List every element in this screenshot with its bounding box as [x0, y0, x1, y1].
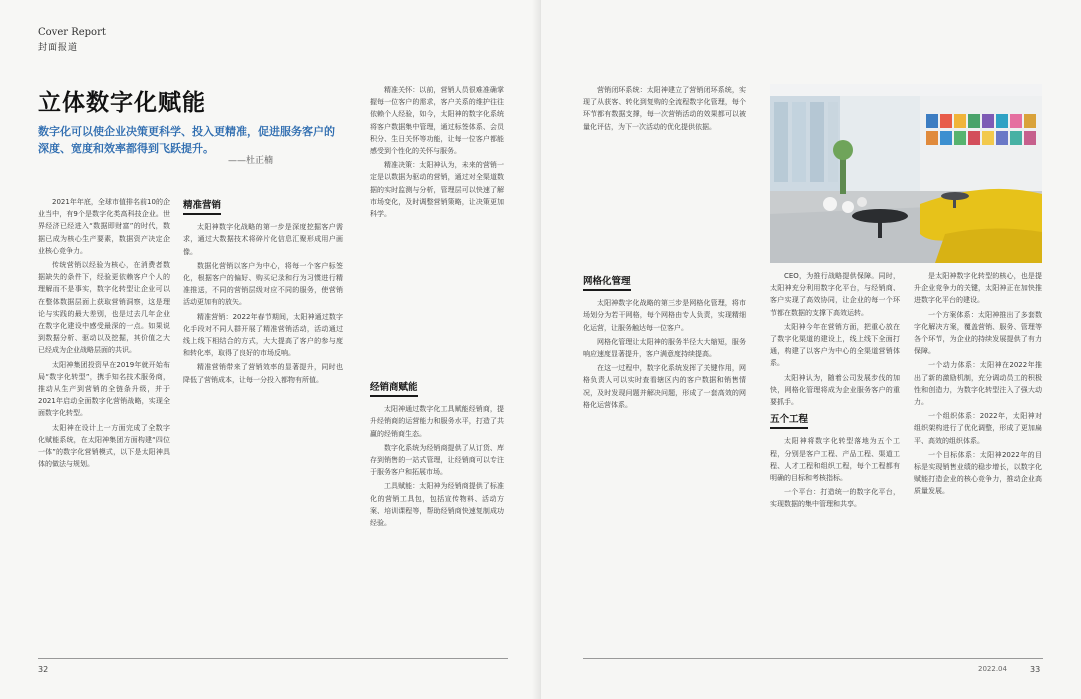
- issue-date: 2022.04: [978, 665, 1007, 673]
- article-title: 立体数字化赋能: [38, 90, 206, 116]
- section-heading: 网格化管理: [583, 276, 631, 291]
- section-label-cn: 封面报道: [38, 43, 79, 53]
- paragraph: 太阳神通过数字化工具赋能经销商，提升经销商的运营能力和服务水平，打造了共赢的经销商生态。: [370, 405, 504, 438]
- section-heading: 精准营销: [183, 200, 221, 215]
- paragraph: 精准营销：2022年春节期间，太阳神通过数字化手段对不同人群开展了精准营销活动，活动通过线上线下相结合的方式，大大提高了客户的参与度和转化率，取得了良好的市场反响。: [183, 312, 343, 358]
- paragraph: 太阳神认为，随着公司发展步伐的加快，网格化管理将成为企业服务客户的重要抓手。: [770, 373, 900, 407]
- text-column-3b: [370, 378, 504, 653]
- text-column-3: [370, 84, 504, 384]
- section-heading: 五个工程: [770, 414, 808, 429]
- paragraph: 2021年年底，全球市值排名前10的企业当中，有9个是数字化类高科技企业。世界经济已经进入“数据即财富”的时代，数据已成为核心生产要素，数据资产决定企业核心竞争力。: [38, 198, 170, 255]
- page-number: 32: [38, 665, 49, 674]
- footer-rule: [38, 658, 508, 659]
- text-column-4b: [583, 272, 746, 652]
- paragraph: 精准关怀：以前，营销人员很难准确掌握每一位客户的需求，客户关系的维护往往依赖个人经验，如今，太阳神的数字化系统将客户数据集中管理，通过标签体系、会员积分、生日关怀等功能，让每一位客户都能感受到个性化的关怀与服务。: [370, 86, 504, 156]
- paragraph: 网格化管理让太阳神的服务半径大大缩短，服务响应速度显著提升，客户满意度持续提高。: [583, 337, 746, 359]
- paragraph: 一个目标体系：太阳神2022年的目标是实现销售业绩的稳步增长，以数字化赋能打造企业的核心竞争力，推动企业高质量发展。: [914, 450, 1042, 496]
- paragraph: 在这一过程中，数字化系统发挥了关键作用，网格负责人可以实时查看辖区内的客户数据和销售情况，及时发现问题并解决问题，形成了一套高效的网格化运营体系。: [583, 364, 746, 409]
- page-number-right: 33: [1030, 665, 1041, 674]
- quote-author: ——杜正楠: [228, 156, 274, 166]
- text-column-1: [38, 196, 170, 651]
- paragraph: CEO，为推行战略提供保障。同时，太阳神充分利用数字化平台，与经销商、客户实现了高效协同，让企业的每一个环节都在数据的支撑下高效运转。: [770, 272, 900, 317]
- paragraph: 太阳神集团投资早在2019年就开始布局“数字化转型”，携手知名技术服务商，推动从生产到营销的全链条升级，并于2021年启动全面数字化营销战略，实现全面数字化转型。: [38, 360, 170, 418]
- paragraph: 一个动力体系：太阳神在2022年推出了新的激励机制，充分调动员工的积极性和创造力，为数字化转型注入了强大动力。: [914, 361, 1042, 407]
- text-column-5: [770, 270, 900, 650]
- paragraph: 精准营销带来了营销效率的显著提升，同时也降低了营销成本，让每一分投入都物有所值。: [183, 363, 343, 384]
- text-column-4: [583, 84, 746, 269]
- paragraph: 是太阳神数字化转型的核心，也是提升企业竞争力的关键，太阳神正在加快推进数字化平台的建设。: [914, 272, 1042, 305]
- paragraph: 一个组织体系：2022年，太阳神对组织架构进行了优化调整，形成了更加扁平、高效的组织体系。: [914, 412, 1042, 445]
- footer-rule-right: [583, 658, 1043, 659]
- paragraph: 一个方案体系：太阳神推出了多套数字化解决方案，覆盖营销、服务、管理等各个环节，为企业的持续发展提供了有力保障。: [914, 310, 1042, 356]
- paragraph: 传统营销以经验为核心，在消费者数据缺失的条件下，经验更依赖客户个人的理解而不是事实，数字化转型让企业可以在整体数据层面上获取营销洞察，这是理论与实践的最大差别，也是过去几年企业在数字化建设中感受最深的一点。如果说到数据分析、驱动以及挖掘，其价值之大已经成为企业战略层面的共识。: [38, 261, 170, 355]
- paragraph: 工具赋能：太阳神为经销商提供了标准化的营销工具包，包括宣传物料、活动方案、培训课程等，帮助经销商快速复制成功经验。: [370, 482, 504, 528]
- office-interior-photo: [770, 84, 1042, 263]
- paragraph: 数字化系统为经销商提供了从订货、库存到销售的一站式管理，让经销商可以专注于服务客户和拓展市场。: [370, 443, 504, 477]
- left-page: [0, 0, 540, 699]
- article-lede: 数字化可以使企业决策更科学、投入更精准，促进服务客户的深度、宽度和效率都得到飞跃提升。: [38, 125, 335, 155]
- paragraph: 营销闭环系统：太阳神建立了营销闭环系统，实现了从获客、转化到复购的全流程数字化管理，每个环节都有数据支撑，每一次营销活动的效果都可以被量化评估，为下一次活动的优化提供依据。: [583, 86, 746, 131]
- section-heading: 经销商赋能: [370, 382, 418, 397]
- text-column-2: [183, 196, 343, 651]
- paragraph: 太阳神数字化战略的第一步是深度挖掘客户需求，通过大数据技术将碎片化信息汇聚形成用户画像。: [183, 223, 343, 256]
- section-label-en: Cover Report: [38, 27, 106, 38]
- office-photo-illustration: [770, 84, 1042, 263]
- paragraph: 太阳神今年在营销方面，把重心放在了数字化渠道的建设上，线上线下全面打通，构建了以客户为中心的全渠道营销体系。: [770, 322, 900, 368]
- text-column-6: [914, 270, 1042, 650]
- paragraph: 数据化营销以客户为中心，将每一个客户标签化，根据客户的偏好、购买记录和行为习惯进行精准推送，不同的营销层级对应不同的服务，使营销活动更加有的放矢。: [183, 261, 343, 307]
- paragraph: 太阳神在设计上一方面完成了全数字化赋能系统，在太阳神集团方面构建“四位一体”的数字化营销模式，以下是太阳神具体的做法与规划。: [38, 423, 170, 469]
- paragraph: 一个平台：打造统一的数字化平台，实现数据的集中管理和共享。: [770, 488, 900, 509]
- paragraph: 太阳神将数字化转型落地为五个工程，分别是客户工程、产品工程、渠道工程、人才工程和组织工程，每个工程都有明确的目标和考核指标。: [770, 437, 900, 483]
- paragraph: 太阳神数字化战略的第三步是网格化管理，将市场划分为若干网格，每个网格由专人负责，实现精细化运营，让服务触达每一位客户。: [583, 299, 746, 332]
- paragraph: 精准决策：太阳神认为，未来的营销一定是以数据为驱动的营销，通过对全渠道数据的实时监测与分析，管理层可以快速了解市场变化，及时调整营销策略，让决策更加科学。: [370, 161, 504, 219]
